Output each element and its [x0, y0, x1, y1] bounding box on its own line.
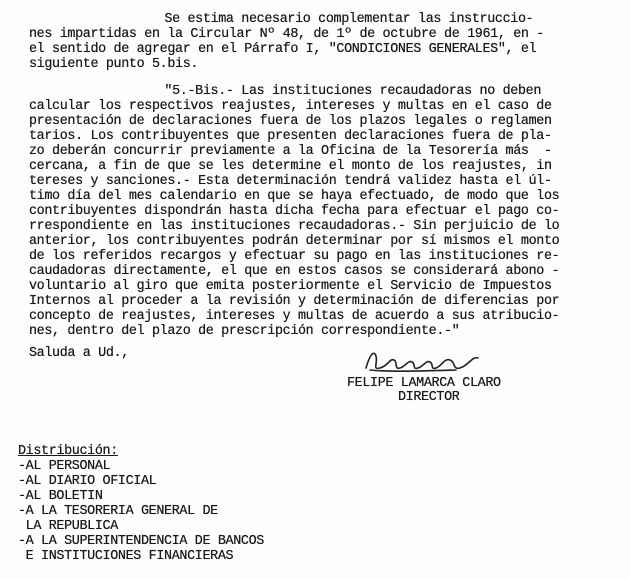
- intro-line: siguiente punto 5.bis.: [29, 57, 199, 72]
- body-line: cercana, a fin de que se les determine el monto de los reajustes, in: [29, 159, 552, 174]
- body-line: caudadoras directamente, el que en estos casos se considerará abono -: [29, 264, 560, 279]
- body-line: presentación de declaraciones fuera de los plazos legales o reglamen: [29, 114, 552, 129]
- body-line: "5.-Bis.- Las instituciones recaudadoras no deben: [126, 84, 542, 99]
- body-line: zo deberán concurrir previamente a la Oficina de la Tesorería más -: [29, 144, 552, 159]
- distribution-item: LA REPUBLICA: [18, 519, 118, 534]
- body-line: concepto de reajustes, intereses y multas de acuerdo a sus atribucio-: [29, 309, 560, 324]
- intro-line: el sentido de agregar en el Párrafo I, "CONDICIONES GENERALES", el: [29, 42, 537, 57]
- distribution-item: -A LA SUPERINTENDENCIA DE BANCOS: [18, 534, 264, 549]
- body-line: calcular los respectivos reajustes, intereses y multas en el caso de: [29, 99, 552, 114]
- body-line: rrespondiente en las instituciones recaudadoras.- Sin perjuicio de lo: [29, 219, 560, 234]
- body-line: nes, dentro del plazo de prescripción correspondiente.-": [29, 324, 460, 339]
- intro-line: Se estima necesario complementar las instruccio-: [126, 12, 534, 27]
- signatory-title: DIRECTOR: [398, 390, 460, 405]
- distribution-item: -AL BOLETIN: [18, 489, 103, 504]
- body-line: voluntario al giro que emita posteriormente el Servicio de Impuestos: [29, 279, 552, 294]
- body-line: contribuyentes dispondrán hasta dicha fecha para efectuar el pago co-: [29, 204, 560, 219]
- body-line: Internos al proceder a la revisión y determinación de diferencias por: [29, 294, 560, 309]
- body-line: tarios. Los contribuyentes que presenten declaraciones fuera de pla-: [29, 129, 552, 144]
- body-line: anterior, los contribuyentes podrán determinar por sí mismos el monto: [29, 234, 560, 249]
- body-line: tereses y sanciones.- Esta determinación tendrá validez hasta el úl-: [29, 174, 552, 189]
- body-line: de los referidos recargos y efectuar su pago en las instituciones re-: [29, 249, 560, 264]
- closing-salutation: Saluda a Ud.,: [29, 346, 129, 361]
- distribution-item: E INSTITUCIONES FINANCIERAS: [18, 549, 234, 564]
- distribution-item: -AL DIARIO OFICIAL: [18, 474, 157, 489]
- distribution-item: -AL PERSONAL: [18, 459, 111, 474]
- signatory-name: FELIPE LAMARCA CLARO: [347, 376, 501, 391]
- signature-scribble: [360, 346, 490, 376]
- intro-line: nes impartidas en la Circular Nº 48, de 1º de octubre de 1961, en -: [29, 27, 544, 42]
- distribution-item: -A LA TESORERIA GENERAL DE: [18, 504, 218, 519]
- distribution-title: Distribución:: [18, 444, 118, 459]
- body-line: timo día del mes calendario en que se haya efectuado, de modo que los: [29, 189, 560, 204]
